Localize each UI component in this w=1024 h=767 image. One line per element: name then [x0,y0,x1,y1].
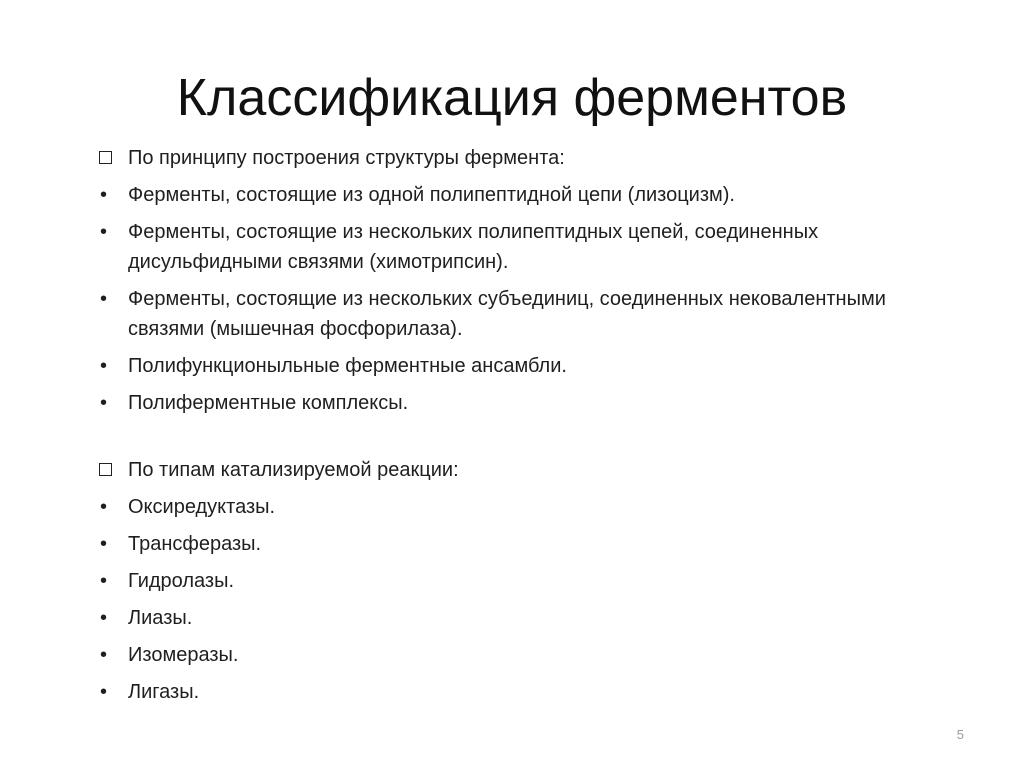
checkbox-icon [96,455,120,485]
list-item [96,529,956,559]
bullet-icon: • [100,681,108,703]
section-heading [96,455,956,485]
list-item [96,640,956,670]
bullet-icon: • [100,355,108,377]
list-item-text: Гидролазы. [128,570,235,592]
list-item [96,566,956,596]
list-item [96,180,956,210]
list-item [96,388,956,418]
slide-title: Классификация ферментов [176,69,848,127]
section-heading-text: По принципу построения структуры фермента: [128,147,565,169]
checkbox-icon [96,143,120,173]
list-item-text: Изомеразы. [128,644,239,666]
list-item [96,603,956,633]
list-item [96,351,956,381]
list-item-text: Трансферазы. [128,533,262,555]
section-spacer [96,425,956,455]
list-item-text: Полифункционыльные ферментные ансамбли. [128,355,567,377]
list-item [96,492,956,522]
page-number: 5 [956,727,964,742]
bullet-icon: • [100,533,108,555]
bullet-icon: • [100,570,108,592]
list-item-text: Полиферментные комплексы. [128,392,409,414]
list-item-text: Оксиредуктазы. [128,496,276,518]
list-item [96,284,956,344]
bullet-icon: • [100,221,108,243]
list-item-text: Ферменты, состоящие из нескольких полипептидных цепей, соединенных дисульфидными связями (химотрипсин). [128,221,819,273]
section-heading [96,143,956,173]
bullet-icon: • [100,644,108,666]
bullet-icon: • [100,288,108,310]
list-item [96,677,956,707]
bullet-icon: • [100,392,108,414]
bullet-icon: • [100,184,108,206]
bullet-icon: • [100,607,108,629]
list-item [96,217,956,277]
list-item-text: Ферменты, состоящие из одной полипептидной цепи (лизоцизм). [128,184,735,206]
section-heading-text: По типам катализируемой реакции: [128,459,459,481]
list-item-text: Ферменты, состоящие из нескольких субъединиц, соединенных нековалентными связями (мышечная фосфорилаза). [128,288,886,340]
list-item-text: Лигазы. [128,681,200,703]
bullet-icon: • [100,496,108,518]
slide-content [96,143,956,714]
list-item-text: Лиазы. [128,607,193,629]
